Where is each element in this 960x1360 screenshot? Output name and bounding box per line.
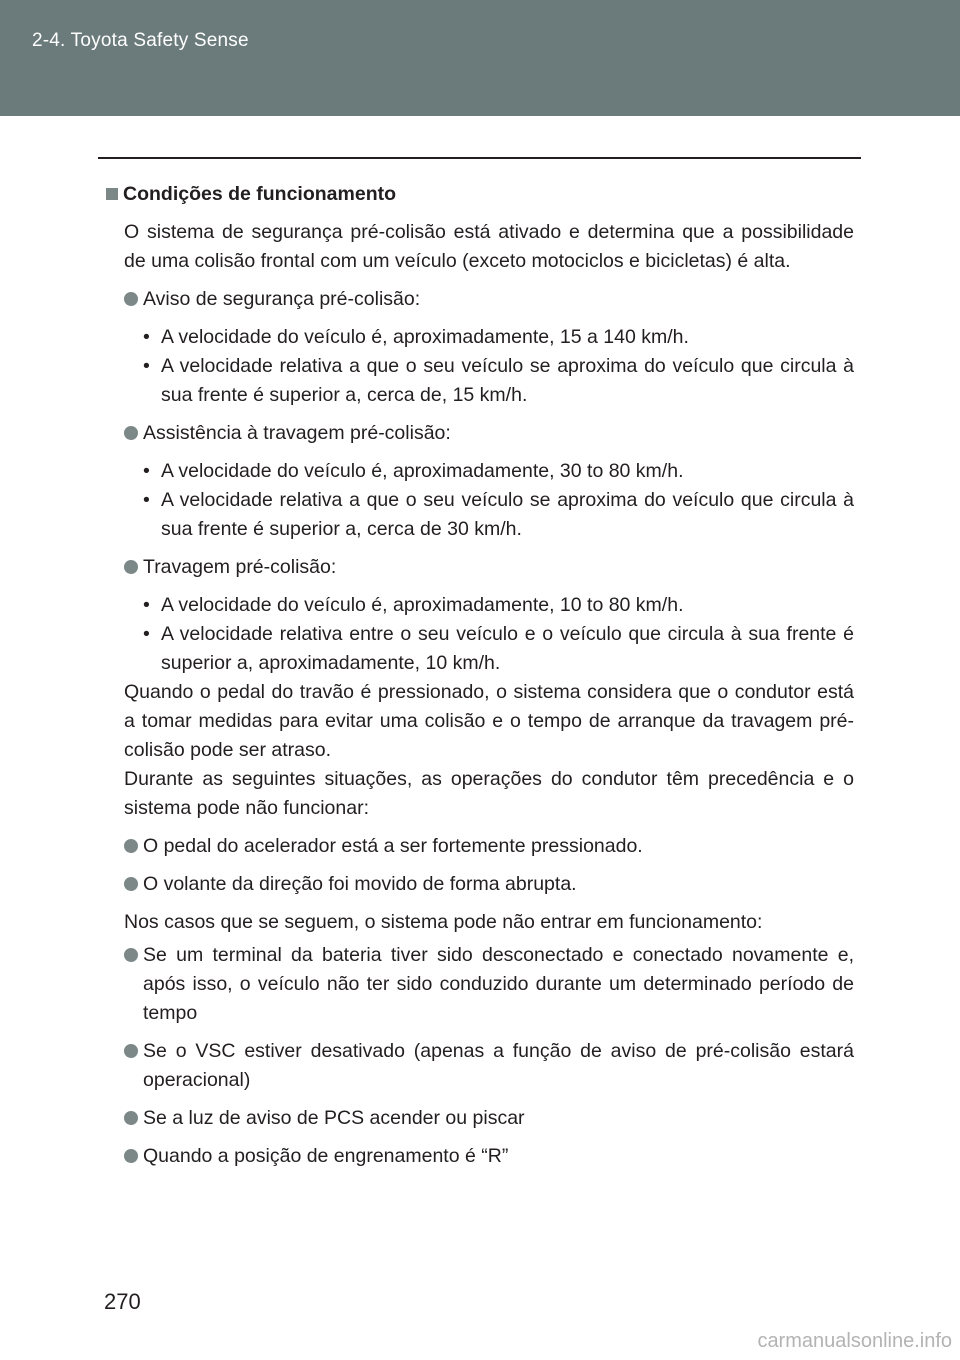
- precedence-item: [106, 870, 854, 899]
- condition-item: • A velocidade relativa a que o seu veículo se aproxima do veículo que circula à sua frente é superior a, cerca de 30 km/h.: [143, 486, 854, 544]
- condition-item: • A velocidade relativa entre o seu veículo e o veículo que circula à sua frente é superior a, aproximadamente, 10 km/h.: [143, 620, 854, 678]
- brake-note: Quando o pedal do travão é pressionado, o sistema considera que o condutor está a tomar medidas para evitar uma colisão e o tempo de arranque da travagem pré-colisão pode ser atraso.: [124, 681, 854, 761]
- round-bullet-icon: [124, 426, 138, 440]
- square-bullet-icon: [106, 188, 118, 200]
- case-text: Quando a posição de engrenamento é “R”: [143, 1145, 509, 1167]
- section-divider: [98, 157, 861, 159]
- page-number: 270: [104, 1289, 141, 1314]
- round-bullet-icon: [124, 948, 138, 962]
- site-watermark: carmanualsonline.info: [757, 1330, 952, 1352]
- condition-item: • A velocidade do veículo é, aproximadamente, 10 to 80 km/h.: [143, 591, 854, 620]
- case-text: Se o VSC estiver desativado (apenas a função de aviso de pré-colisão estará operacional): [143, 1040, 854, 1091]
- round-bullet-icon: [124, 1044, 138, 1058]
- group-heading: [106, 285, 854, 314]
- case-text: Se um terminal da bateria tiver sido desconectado e conectado novamente e, após isso, o veículo não ter sido conduzido durante um determinado período de tempo: [143, 944, 854, 1024]
- chapter-title: 2-4. Toyota Safety Sense: [32, 30, 249, 51]
- section-heading: [106, 180, 854, 209]
- condition-item: • A velocidade do veículo é, aproximadamente, 30 to 80 km/h.: [143, 457, 854, 486]
- round-bullet-icon: [124, 292, 138, 306]
- group-heading: [106, 553, 854, 582]
- precedence-note: Durante as seguintes situações, as operações do condutor têm precedência e o sistema pode não funcionar:: [124, 768, 854, 819]
- case-item: [106, 941, 854, 1028]
- case-item: [106, 1142, 854, 1171]
- group-conditions: [143, 457, 854, 544]
- page-header: [0, 0, 960, 116]
- round-bullet-icon: [124, 839, 138, 853]
- round-bullet-icon: [124, 560, 138, 574]
- round-bullet-icon: [124, 877, 138, 891]
- condition-item: • A velocidade do veículo é, aproximadamente, 15 a 140 km/h.: [143, 323, 854, 352]
- group-heading: [106, 419, 854, 448]
- case-item: [106, 1037, 854, 1095]
- intro-paragraph: O sistema de segurança pré-colisão está ativado e determina que a possibilidade de uma colisão frontal com um veículo (exceto motociclos e bicicletas) é alta.: [124, 221, 854, 272]
- group-label: Travagem pré-colisão:: [143, 556, 337, 578]
- case-item: [106, 1104, 854, 1133]
- cases-intro: Nos casos que se seguem, o sistema pode não entrar em funcionamento:: [124, 911, 763, 933]
- precedence-text: O pedal do acelerador está a ser fortemente pressionado.: [143, 835, 643, 857]
- section-heading-text: Condições de funcionamento: [123, 183, 397, 205]
- case-text: Se a luz de aviso de PCS acender ou piscar: [143, 1107, 525, 1129]
- round-bullet-icon: [124, 1111, 138, 1125]
- group-conditions: [143, 591, 854, 678]
- precedence-text: O volante da direção foi movido de forma abrupta.: [143, 873, 577, 895]
- round-bullet-icon: [124, 1149, 138, 1163]
- group-conditions: [143, 323, 854, 410]
- page-content: [106, 180, 854, 1180]
- condition-item: • A velocidade relativa a que o seu veículo se aproxima do veículo que circula à sua frente é superior a, cerca de, 15 km/h.: [143, 352, 854, 410]
- group-label: Assistência à travagem pré-colisão:: [143, 422, 451, 444]
- precedence-item: [106, 832, 854, 861]
- group-label: Aviso de segurança pré-colisão:: [143, 288, 421, 310]
